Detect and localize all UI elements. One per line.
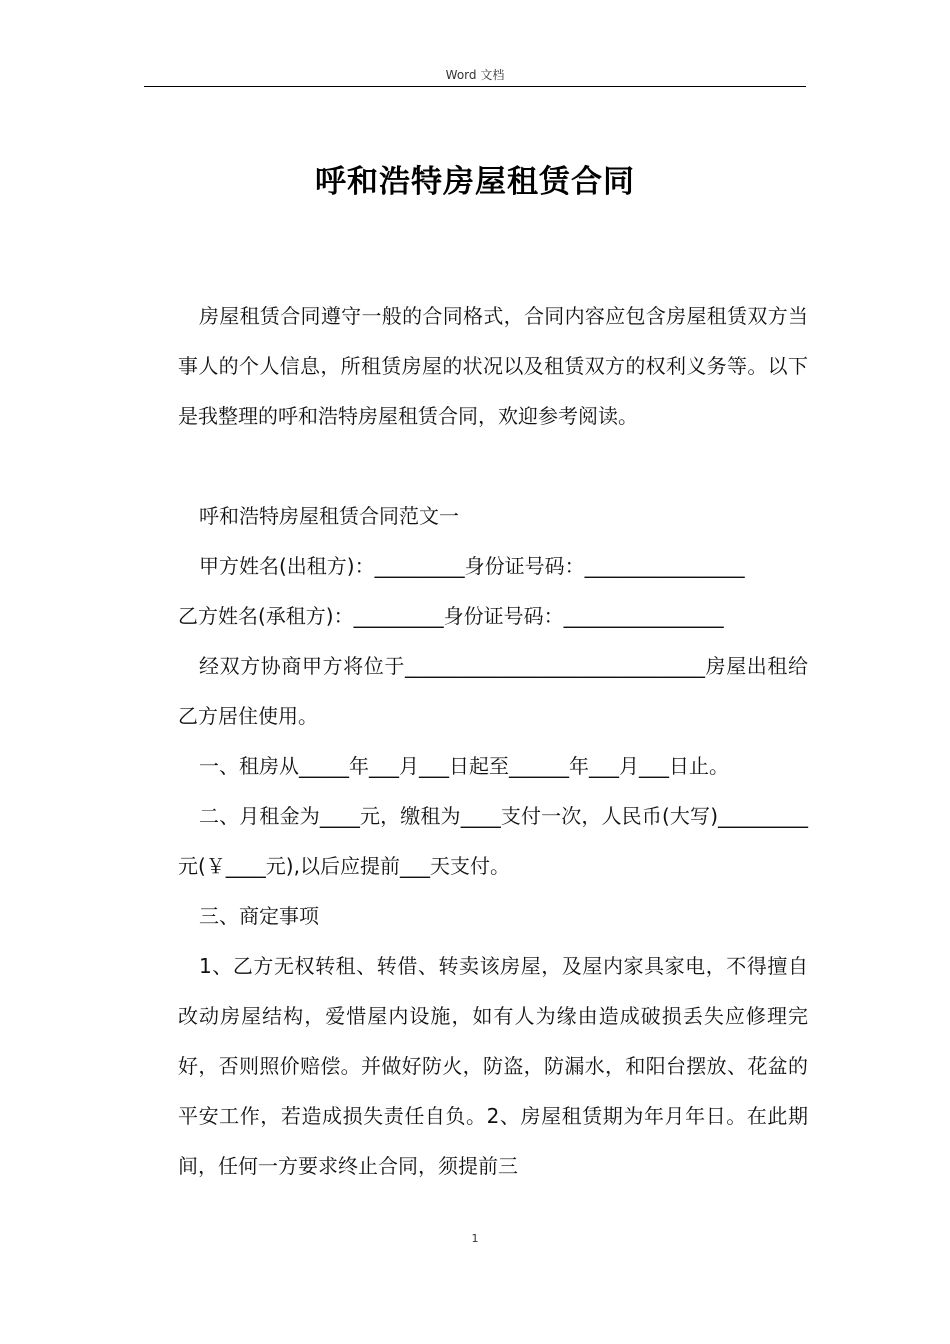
document-title: 呼和浩特房屋租赁合同 xyxy=(315,164,635,200)
section-heading: 呼和浩特房屋租赁合同范文一 xyxy=(199,504,459,528)
paragraph-spacer xyxy=(178,441,808,491)
page-number: 1 xyxy=(471,1232,479,1245)
rent-payment-clause: 二、月租金为____元，缴租为____支付一次，人民币(大写)_________元(￥____元),以后应提前___天支付。 xyxy=(178,804,808,878)
party-b-line: 乙方姓名(承租方)：_________身份证号码：________________ xyxy=(178,604,724,628)
intro-paragraph: 房屋租赁合同遵守一般的合同格式，合同内容应包含房屋租赁双方当事人的个人信息，所租赁房屋的状况以及租赁双方的权利义务等。以下是我整理的呼和浩特房屋租赁合同，欢迎参考阅读。 xyxy=(178,304,808,428)
party-a-line: 甲方姓名(出租方)：_________身份证号码：________________ xyxy=(199,554,745,578)
agreed-matters-text: 1、乙方无权转租、转借、转卖该房屋，及屋内家具家电，不得擅自改动房屋结构，爱惜屋内设施，如有人为缘由造成破损丢失应修理完好，否则照价赔偿。并做好防火，防盗，防漏水，和阳台摆放、花盆的平安工作，若造成损失责任自负。2、房屋租赁期为年月年日。在此期间，任何一方要求终止合同，须提前三 xyxy=(178,954,808,1178)
header-divider xyxy=(144,86,806,87)
document-body xyxy=(178,291,808,1191)
agreed-matters-heading: 三、商定事项 xyxy=(199,904,319,928)
location-clause: 经双方协商甲方将位于______________________________房屋出租给乙方居住使用。 xyxy=(178,654,808,728)
rental-period-clause: 一、租房从_____年___月___日起至______年___月___日止。 xyxy=(199,754,729,778)
page-header-label: Word 文档 xyxy=(445,68,505,82)
